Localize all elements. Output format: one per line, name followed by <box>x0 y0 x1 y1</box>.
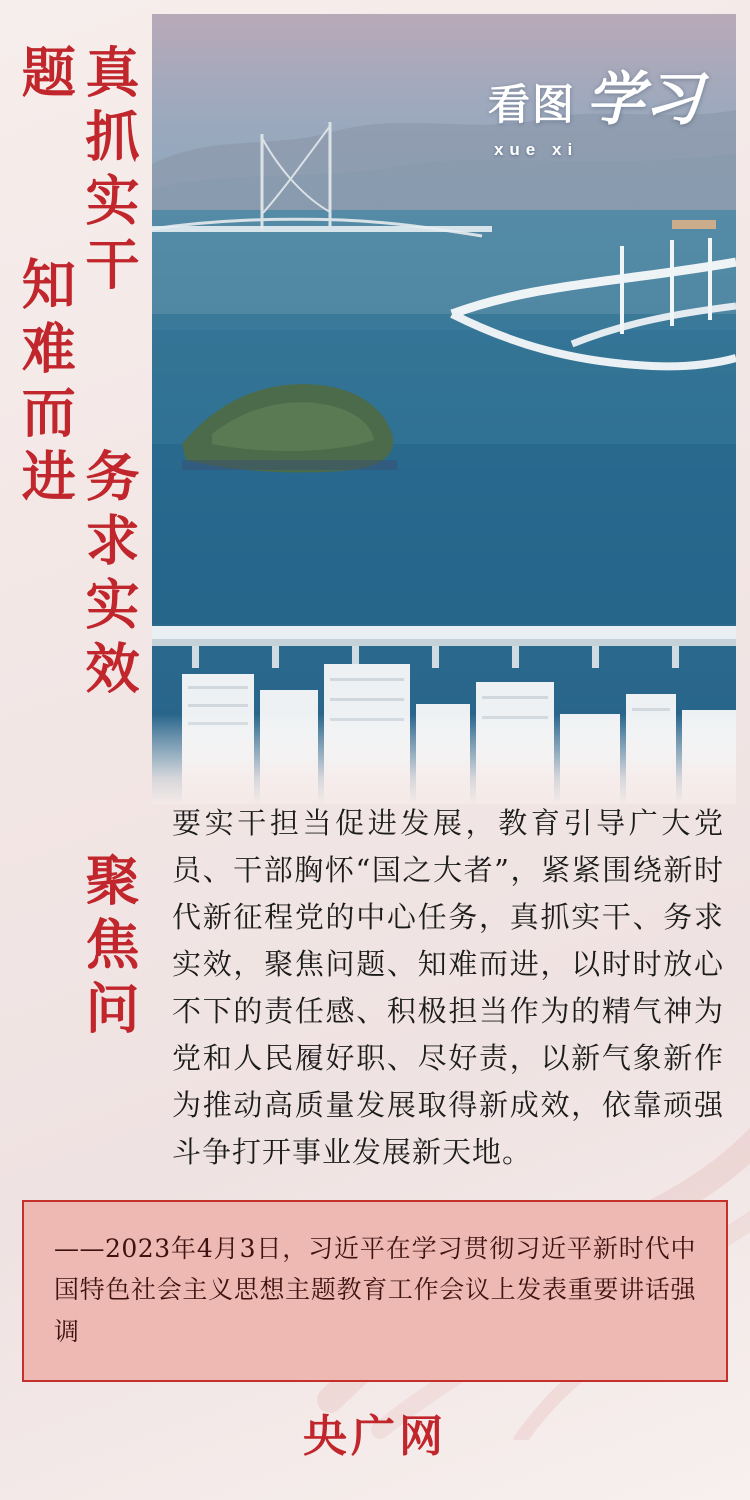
quote-text: 要实干担当促进发展，教育引导广大党员、干部胸怀“国之大者”，紧紧围绕新时代新征程党的中心任务，真抓实干、务求实效，聚焦问题、知难而进，以时时放心不下的责任感、积极担当作为的精气神为党和人民履好职、尽好责，以新气象新作为推动高质量发展取得新成效，依靠顽强斗争打开事业发展新天地。 <box>172 806 724 1169</box>
page-title: 真抓实干 务求实效 聚焦问题 知难而进 <box>13 44 141 1044</box>
masthead-row <box>488 52 702 136</box>
masthead-logo <box>488 52 702 160</box>
masthead-script-label: 学习 <box>585 65 702 133</box>
footer <box>0 1400 750 1464</box>
footer-logo-label: 央广网 <box>303 1411 447 1462</box>
masthead-cn-label: 看图 <box>487 80 576 129</box>
attribution-text: ——2023年4月3日，习近平在学习贯彻习近平新时代中国特色社会主义思想主题教育工作会议上发表重要讲话强调 <box>54 1234 696 1346</box>
masthead-pinyin-label: xue xi <box>493 140 579 159</box>
attribution-box <box>22 1200 728 1382</box>
